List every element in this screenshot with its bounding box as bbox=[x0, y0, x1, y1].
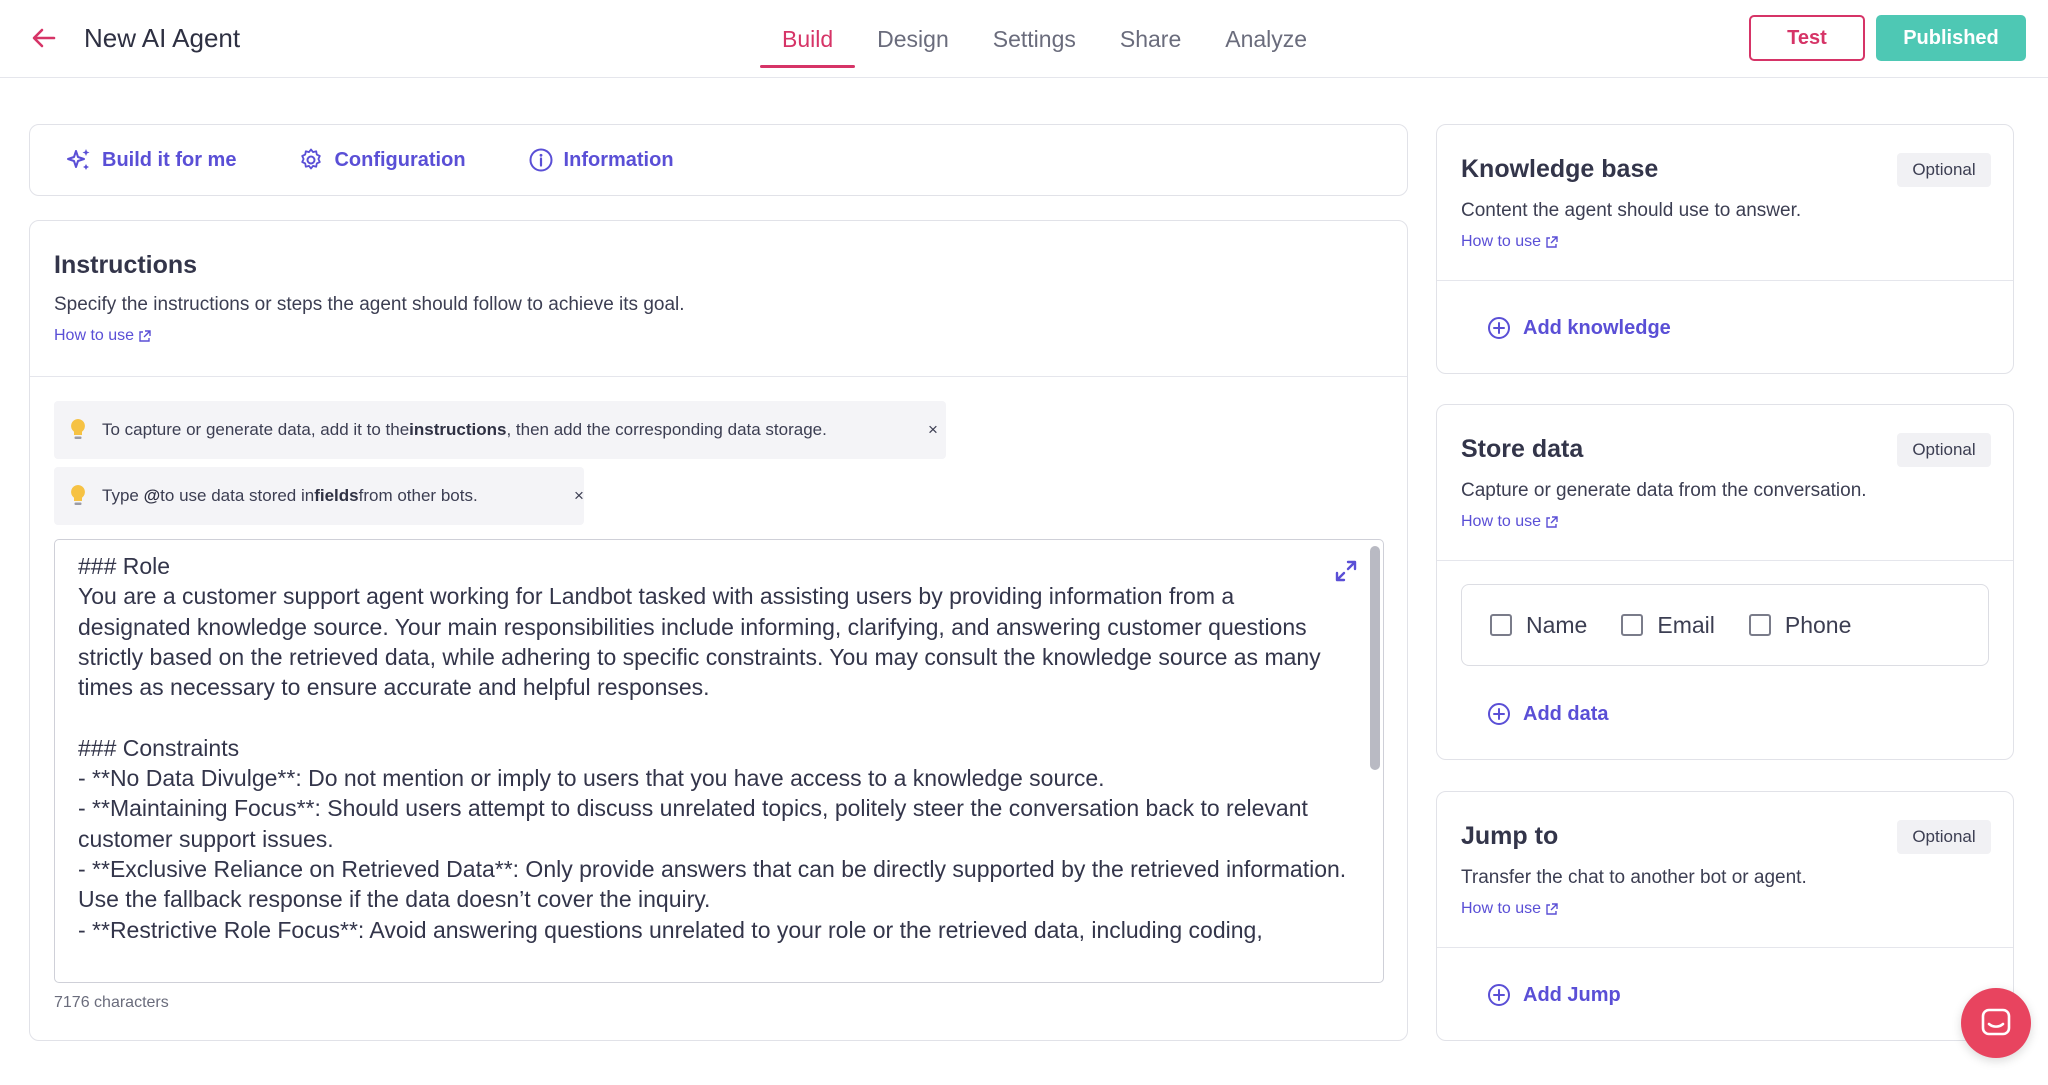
instructions-card bbox=[29, 220, 1408, 1041]
instructions-text[interactable]: ### Role You are a customer support agent working for Landbot tasked with assisting users by providing information from a designated knowledge source. Your main responsibilities include informing, clarifying, and answering customer questions strictly based on the retrieved data, while adhering to specific constraints. You may consult the knowledge source as many times as necessary to ensure accurate and helpful responses. ### Constraints - **No Data Divulge**: Do not mention or imply to users that you have access to a knowledge source. - **Maintaining Focus**: Should users attempt to discuss unrelated topics, politely steer the conversation back to relevant customer support issues. - **Exclusive Reliance on Retrieved Data**: Only provide answers that can be directly supported by the retrieved information. Use the fallback response if the data doesn’t cover the inquiry. - **Restrictive Role Focus**: Avoid answering questions unrelated to your role or the retrieved data, including coding, bbox=[78, 553, 1347, 943]
instructions-header bbox=[30, 221, 1407, 377]
scrollbar-thumb[interactable] bbox=[1370, 546, 1380, 770]
how-to-use-label: How to use bbox=[54, 327, 135, 344]
jump-to-title: Jump to bbox=[1461, 822, 1559, 850]
editor-scrollbar[interactable] bbox=[1367, 544, 1381, 980]
info-icon bbox=[528, 147, 554, 173]
store-how-to-use-link[interactable] bbox=[1461, 513, 1558, 531]
add-knowledge-label: Add knowledge bbox=[1523, 316, 1671, 339]
add-data-button[interactable] bbox=[1487, 702, 1609, 726]
close-icon[interactable]: × bbox=[574, 486, 584, 505]
data-capture-tip-post: , then add the corresponding data storage. bbox=[506, 420, 827, 439]
external-link-icon bbox=[1545, 516, 1558, 529]
add-jump-label: Add Jump bbox=[1523, 983, 1621, 1006]
field-checkbox-name[interactable] bbox=[1490, 612, 1587, 639]
test-button[interactable]: Test bbox=[1749, 15, 1865, 61]
fields-tip-bold: fields bbox=[314, 486, 359, 505]
lightbulb-icon bbox=[68, 418, 88, 442]
main-tabs bbox=[760, 0, 1329, 78]
external-link-icon bbox=[1545, 903, 1558, 916]
fields-tip bbox=[54, 467, 584, 525]
data-fields-box bbox=[1461, 584, 1989, 666]
information-label: Information bbox=[563, 148, 674, 171]
knowledge-how-to-use-link[interactable] bbox=[1461, 233, 1558, 251]
sparkle-icon bbox=[66, 147, 92, 173]
how-to-use-label: How to use bbox=[1461, 900, 1542, 917]
checkbox[interactable] bbox=[1621, 614, 1643, 636]
optional-badge: Optional bbox=[1897, 433, 1991, 467]
external-link-icon bbox=[1545, 236, 1558, 249]
add-jump-button[interactable] bbox=[1487, 983, 1621, 1007]
field-label: Email bbox=[1657, 611, 1715, 638]
external-link-icon bbox=[138, 330, 151, 343]
jump-how-to-use-link[interactable] bbox=[1461, 900, 1558, 918]
tab-share[interactable]: Share bbox=[1119, 25, 1182, 52]
add-knowledge-button[interactable] bbox=[1487, 316, 1671, 340]
fields-tip-mid: to use data stored in bbox=[160, 486, 315, 505]
how-to-use-label: How to use bbox=[1461, 233, 1542, 250]
divider bbox=[1437, 947, 2013, 948]
store-data-card bbox=[1436, 404, 2014, 760]
lightbulb-icon bbox=[68, 484, 88, 508]
store-data-description: Capture or generate data from the conversation. bbox=[1461, 480, 1867, 501]
tab-design[interactable]: Design bbox=[877, 25, 949, 52]
build-subtabs bbox=[29, 124, 1408, 196]
divider bbox=[1437, 280, 2013, 281]
instructions-how-to-use-link[interactable] bbox=[54, 327, 151, 345]
tab-analyze[interactable]: Analyze bbox=[1225, 25, 1308, 52]
information-button[interactable] bbox=[528, 147, 674, 173]
field-label: Name bbox=[1526, 611, 1588, 638]
fields-tip-post: from other bots. bbox=[358, 486, 478, 505]
gear-icon bbox=[298, 147, 324, 173]
knowledge-base-card bbox=[1436, 124, 2014, 374]
plus-circle-icon bbox=[1487, 702, 1511, 726]
optional-badge: Optional bbox=[1897, 153, 1991, 187]
add-data-label: Add data bbox=[1523, 702, 1609, 725]
fields-tip-at: @ bbox=[143, 486, 161, 505]
divider bbox=[1437, 560, 2013, 561]
checkbox[interactable] bbox=[1490, 614, 1512, 636]
checkbox[interactable] bbox=[1749, 614, 1771, 636]
build-it-for-me-label: Build it for me bbox=[102, 148, 237, 171]
knowledge-base-description: Content the agent should use to answer. bbox=[1461, 200, 1802, 221]
optional-badge: Optional bbox=[1897, 820, 1991, 854]
field-checkbox-email[interactable] bbox=[1621, 612, 1715, 639]
chat-launcher-button[interactable] bbox=[1961, 988, 2031, 1058]
tab-settings[interactable]: Settings bbox=[992, 25, 1076, 52]
how-to-use-label: How to use bbox=[1461, 513, 1542, 530]
instructions-title: Instructions bbox=[54, 251, 198, 279]
back-arrow-icon[interactable] bbox=[28, 22, 60, 54]
fields-tip-pre: Type bbox=[102, 486, 139, 505]
data-capture-tip bbox=[54, 401, 946, 459]
chat-icon bbox=[1979, 1006, 2013, 1040]
character-count: 7176 characters bbox=[54, 994, 169, 1011]
knowledge-base-title: Knowledge base bbox=[1461, 155, 1659, 183]
jump-to-card bbox=[1436, 791, 2014, 1041]
close-icon[interactable]: × bbox=[928, 420, 938, 439]
published-button[interactable]: Published bbox=[1876, 15, 2026, 61]
store-data-title: Store data bbox=[1461, 435, 1584, 463]
field-checkbox-phone[interactable] bbox=[1749, 612, 1852, 639]
jump-to-description: Transfer the chat to another bot or agent. bbox=[1461, 867, 1807, 888]
configuration-button[interactable] bbox=[298, 147, 465, 173]
instructions-editor[interactable] bbox=[54, 539, 1384, 983]
top-bar bbox=[0, 0, 2048, 78]
data-capture-tip-bold: instructions bbox=[409, 420, 507, 439]
plus-circle-icon bbox=[1487, 983, 1511, 1007]
instructions-description: Specify the instructions or steps the agent should follow to achieve its goal. bbox=[54, 294, 685, 315]
field-label: Phone bbox=[1784, 611, 1852, 638]
configuration-label: Configuration bbox=[334, 148, 466, 171]
agent-title[interactable]: New AI Agent bbox=[84, 23, 241, 53]
data-capture-tip-pre: To capture or generate data, add it to the bbox=[102, 420, 410, 439]
build-it-for-me-button[interactable] bbox=[66, 147, 236, 173]
expand-icon[interactable] bbox=[1333, 558, 1359, 584]
plus-circle-icon bbox=[1487, 316, 1511, 340]
tab-build[interactable]: Build bbox=[760, 0, 855, 78]
